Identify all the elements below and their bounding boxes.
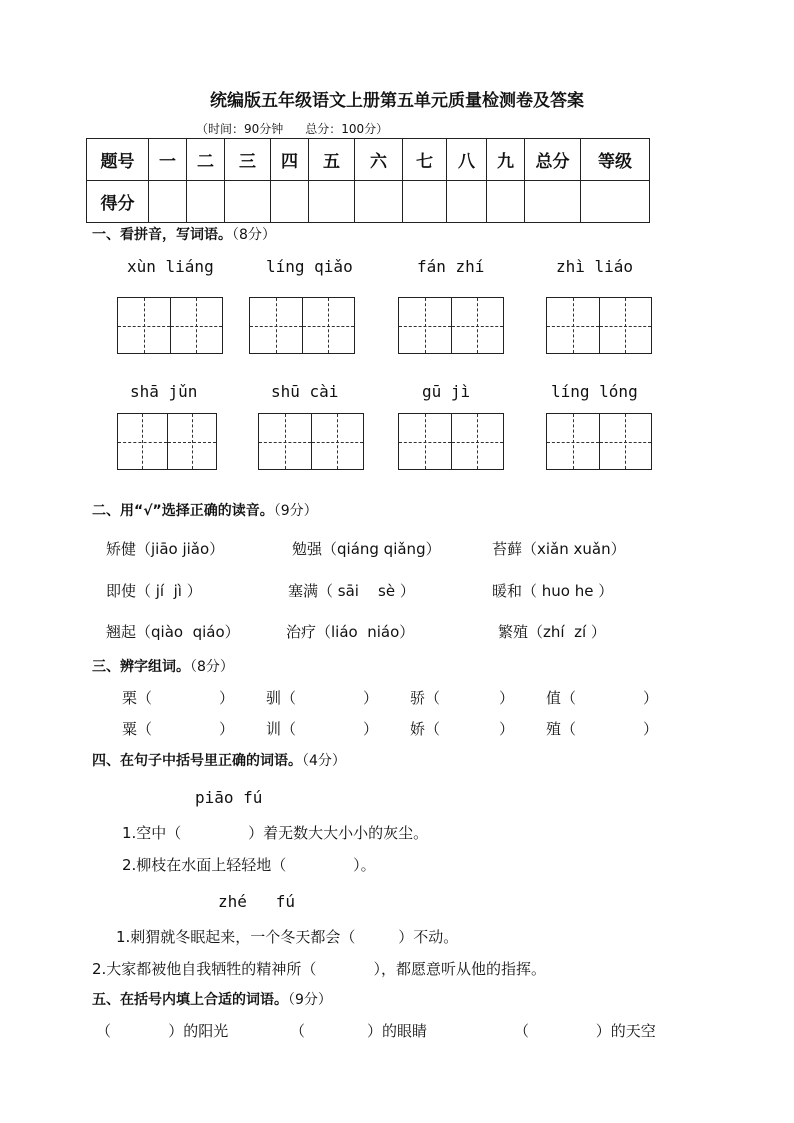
exam-info: [196, 120, 388, 137]
score-cell[interactable]: [187, 181, 225, 223]
score-table-score-row: [87, 181, 650, 223]
word-prompt: 骄（: [410, 689, 441, 707]
header-cell: 九: [487, 139, 525, 181]
word-prompt: 训（: [266, 720, 297, 738]
header-cell: 二: [187, 139, 225, 181]
word-prompt: 驯（: [266, 689, 297, 707]
score-cell[interactable]: [403, 181, 447, 223]
score-table: [86, 138, 650, 223]
pinyin-label: zhé fú: [218, 892, 296, 911]
section-4-heading: 四、在句子中括号里正确的词语。（4分）: [92, 753, 346, 769]
pinyin-label: zhì liáo: [556, 257, 634, 276]
exam-total: 总分：100分）: [305, 122, 389, 136]
header-cell: 五: [309, 139, 355, 181]
word-bracket[interactable]: ）: [643, 689, 659, 707]
score-cell[interactable]: [447, 181, 487, 223]
reading-choice[interactable]: 翘起（qiào qiáo）: [106, 623, 240, 641]
section-5-heading: 五、在括号内填上合适的词语。（9分）: [92, 992, 332, 1008]
reading-choice[interactable]: 即使（ jí jì ）: [106, 582, 202, 600]
tianzige-box[interactable]: [258, 413, 364, 470]
exam-time: （时间：90分钟: [196, 122, 284, 136]
reading-choice[interactable]: 暖和（ huo he ）: [492, 582, 614, 600]
pinyin-label: gū jì: [422, 382, 471, 401]
word-bracket[interactable]: ）: [219, 689, 235, 707]
row-label: 得分: [87, 181, 149, 223]
score-cell[interactable]: [581, 181, 650, 223]
section-2-heading: 二、用“√”选择正确的读音。（9分）: [92, 503, 318, 519]
reading-choice[interactable]: 矫健（jiāo jiǎo）: [106, 540, 225, 558]
header-cell: 三: [225, 139, 271, 181]
score-cell[interactable]: [487, 181, 525, 223]
header-cell: 总分: [525, 139, 581, 181]
word-bracket[interactable]: ）: [363, 720, 379, 738]
tianzige-box[interactable]: [546, 413, 652, 470]
pinyin-label: líng lóng: [551, 382, 638, 401]
score-table-header-row: [87, 139, 650, 181]
score-cell[interactable]: [271, 181, 309, 223]
word-prompt: 娇（: [410, 720, 441, 738]
score-cell[interactable]: [525, 181, 581, 223]
tianzige-box[interactable]: [546, 297, 652, 354]
sentence[interactable]: 2.柳枝在水面上轻轻地（ ）。: [122, 856, 376, 874]
section-1-heading: 一、看拼音，写词语。（8分）: [92, 227, 276, 243]
page-title: 统编版五年级语文上册第五单元质量检测卷及答案: [210, 91, 584, 111]
pinyin-label: fán zhí: [417, 257, 485, 276]
fill-phrase[interactable]: （ ）的阳光: [96, 1022, 229, 1040]
pinyin-label: xùn liáng: [127, 257, 214, 276]
header-cell: 八: [447, 139, 487, 181]
header-cell: 六: [355, 139, 403, 181]
word-prompt: 殖（: [546, 720, 577, 738]
section-3-heading: 三、辨字组词。（8分）: [92, 659, 234, 675]
score-cell[interactable]: [309, 181, 355, 223]
sentence[interactable]: 2.大家都被他自我牺牲的精神所（ ），都愿意听从他的指挥。: [92, 960, 547, 978]
reading-choice[interactable]: 繁殖（zhí zí ）: [498, 623, 606, 641]
word-prompt: 粟（: [122, 720, 153, 738]
sentence[interactable]: 1.空中（ ）着无数大大小小的灰尘。: [122, 824, 429, 842]
reading-choice[interactable]: 治疗（liáo niáo）: [286, 623, 415, 641]
header-cell: 等级: [581, 139, 650, 181]
reading-choice[interactable]: 塞满（ sāi sè ）: [288, 582, 415, 600]
word-prompt: 值（: [546, 689, 577, 707]
word-bracket[interactable]: ）: [643, 720, 659, 738]
header-cell: 七: [403, 139, 447, 181]
fill-phrase[interactable]: （ ）的眼睛: [290, 1022, 427, 1040]
score-cell[interactable]: [149, 181, 187, 223]
word-bracket[interactable]: ）: [499, 689, 515, 707]
reading-choice[interactable]: 苔藓（xiǎn xuǎn）: [492, 540, 626, 558]
word-bracket[interactable]: ）: [363, 689, 379, 707]
tianzige-box[interactable]: [117, 297, 223, 354]
score-cell[interactable]: [355, 181, 403, 223]
reading-choice[interactable]: 勉强（qiáng qiǎng）: [292, 540, 441, 558]
tianzige-box[interactable]: [398, 297, 504, 354]
pinyin-label: shā jǔn: [130, 382, 198, 401]
pinyin-label: piāo fú: [195, 788, 263, 807]
tianzige-box[interactable]: [117, 413, 217, 470]
pinyin-label: líng qiǎo: [266, 257, 353, 276]
score-cell[interactable]: [225, 181, 271, 223]
sentence[interactable]: 1.刺猬就冬眠起来，一个冬天都会（ ）不动。: [116, 928, 459, 946]
pinyin-label: shū cài: [271, 382, 339, 401]
header-cell: 四: [271, 139, 309, 181]
tianzige-box[interactable]: [398, 413, 504, 470]
header-cell: 一: [149, 139, 187, 181]
tianzige-box[interactable]: [249, 297, 355, 354]
word-bracket[interactable]: ）: [499, 720, 515, 738]
header-cell: 题号: [87, 139, 149, 181]
word-bracket[interactable]: ）: [219, 720, 235, 738]
word-prompt: 栗（: [122, 689, 153, 707]
fill-phrase[interactable]: （ ）的天空: [514, 1022, 656, 1040]
